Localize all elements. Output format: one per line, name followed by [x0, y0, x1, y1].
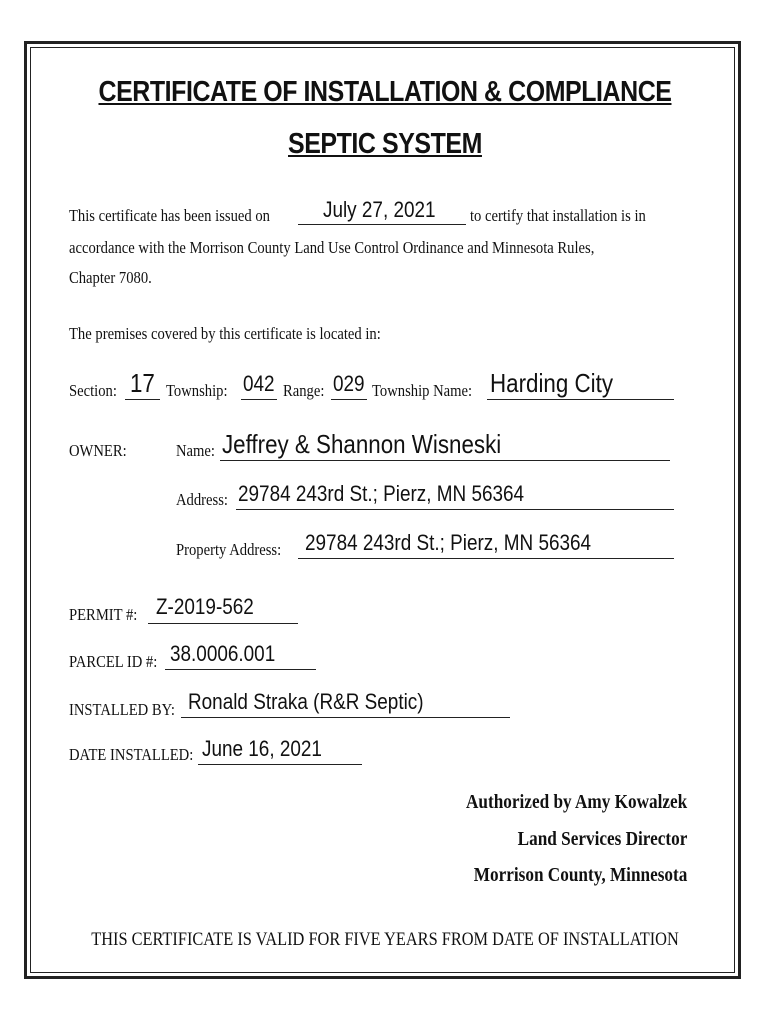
- authorizer-title: Land Services Director: [517, 828, 687, 850]
- authorized-by: Authorized by Amy Kowalzek: [465, 791, 687, 813]
- issue-date-underline: [298, 224, 466, 225]
- authorizer-organization: Morrison County, Minnesota: [473, 864, 687, 886]
- intro-suffix: to certify that installation is in: [470, 206, 646, 225]
- section-label: Section:: [69, 381, 117, 400]
- validity-notice: THIS CERTIFICATE IS VALID FOR FIVE YEARS FROM DATE OF INSTALLATION: [91, 929, 679, 950]
- owner-address-underline: [236, 509, 674, 510]
- owner-address-value: 29784 243rd St.; Pierz, MN 56364: [238, 481, 525, 506]
- certificate-title: CERTIFICATE OF INSTALLATION & COMPLIANCE: [98, 76, 672, 108]
- installed-by-label: INSTALLED BY:: [69, 700, 175, 719]
- installed-by-underline: [181, 717, 510, 718]
- township-underline: [241, 399, 277, 400]
- owner-address-label: Address:: [176, 490, 228, 509]
- premises-label: The premises covered by this certificate is located in:: [69, 324, 381, 343]
- township-label: Township:: [166, 381, 228, 400]
- township-name-underline: [487, 399, 674, 400]
- owner-name-underline: [220, 460, 670, 461]
- range-value: 029: [333, 371, 365, 396]
- permit-label: PERMIT #:: [69, 605, 138, 624]
- date-installed-underline: [198, 764, 362, 765]
- issue-date-value: July 27, 2021: [323, 197, 436, 222]
- property-address-value: 29784 243rd St.; Pierz, MN 56364: [305, 530, 592, 555]
- owner-label: OWNER:: [69, 441, 127, 460]
- section-value: 17: [130, 368, 155, 398]
- intro-prefix: This certificate has been issued on: [69, 206, 270, 225]
- intro-line-2: accordance with the Morrison County Land Use Control Ordinance and Minnesota Rules,: [69, 238, 595, 257]
- parcel-label: PARCEL ID #:: [69, 652, 158, 671]
- parcel-underline: [165, 669, 316, 670]
- section-underline: [125, 399, 160, 400]
- township-name-value: Harding City: [490, 368, 614, 398]
- intro-line-3: Chapter 7080.: [69, 268, 152, 287]
- property-address-underline: [298, 558, 674, 559]
- range-label: Range:: [283, 381, 325, 400]
- owner-name-value: Jeffrey & Shannon Wisneski: [222, 429, 502, 459]
- certificate-subtitle: SEPTIC SYSTEM: [288, 128, 482, 160]
- property-address-label: Property Address:: [176, 540, 282, 559]
- parcel-value: 38.0006.001: [170, 641, 276, 666]
- owner-name-label: Name:: [176, 441, 215, 460]
- date-installed-value: June 16, 2021: [202, 736, 322, 761]
- range-underline: [331, 399, 367, 400]
- township-name-label: Township Name:: [372, 381, 473, 400]
- permit-underline: [148, 623, 298, 624]
- installed-by-value: Ronald Straka (R&R Septic): [188, 689, 424, 714]
- permit-value: Z-2019-562: [156, 594, 254, 619]
- township-value: 042: [243, 371, 275, 396]
- date-installed-label: DATE INSTALLED:: [69, 745, 194, 764]
